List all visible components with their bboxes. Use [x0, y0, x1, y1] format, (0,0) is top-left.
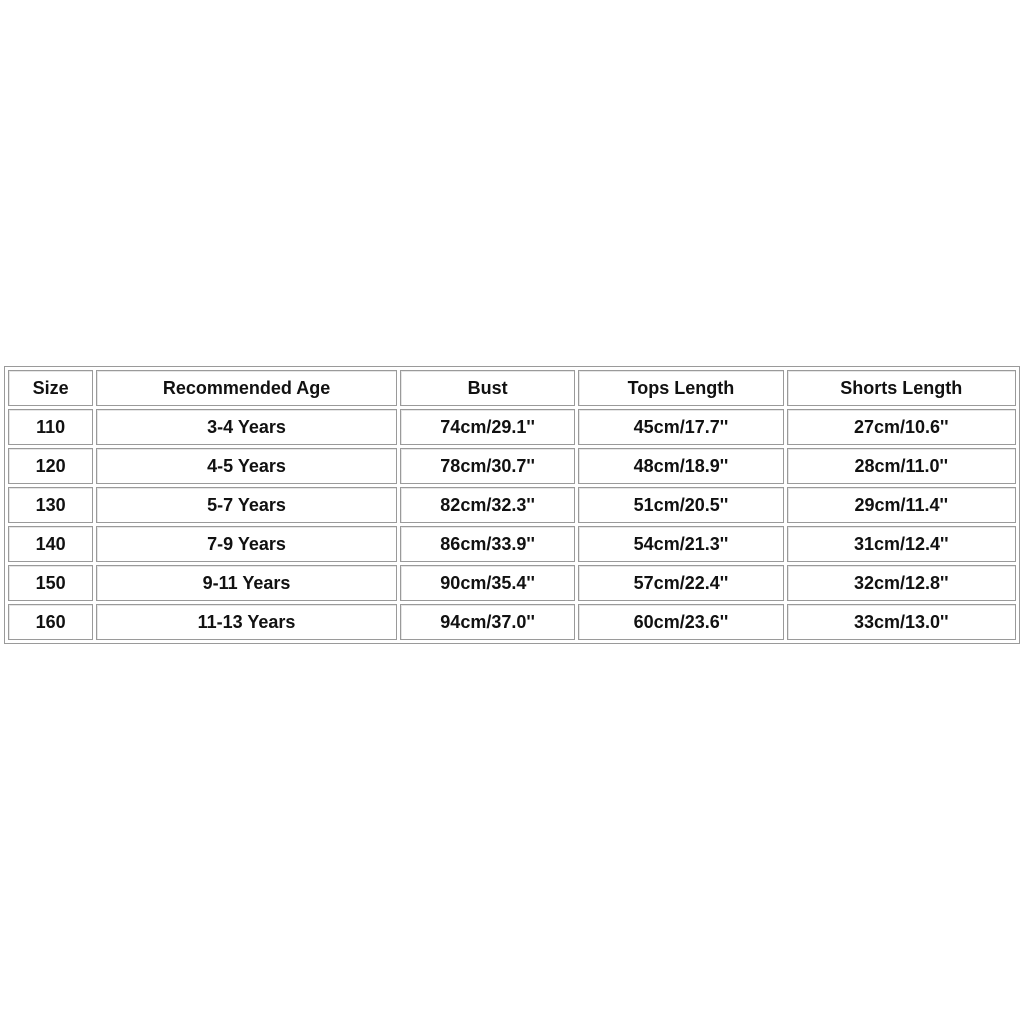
- cell-bust: 82cm/32.3'': [400, 487, 576, 523]
- cell-tops-length: 51cm/20.5'': [578, 487, 783, 523]
- cell-bust: 74cm/29.1'': [400, 409, 576, 445]
- cell-shorts-length: 28cm/11.0'': [787, 448, 1016, 484]
- header-tops-length: Tops Length: [578, 370, 783, 406]
- cell-recommended-age: 7-9 Years: [96, 526, 397, 562]
- cell-shorts-length: 33cm/13.0'': [787, 604, 1016, 640]
- cell-bust: 78cm/30.7'': [400, 448, 576, 484]
- cell-tops-length: 60cm/23.6'': [578, 604, 783, 640]
- header-bust: Bust: [400, 370, 576, 406]
- cell-bust: 90cm/35.4'': [400, 565, 576, 601]
- cell-tops-length: 45cm/17.7'': [578, 409, 783, 445]
- size-chart-table: [4, 366, 1020, 644]
- header-recommended-age: Recommended Age: [96, 370, 397, 406]
- header-size: Size: [8, 370, 93, 406]
- cell-recommended-age: 9-11 Years: [96, 565, 397, 601]
- cell-size: 110: [8, 409, 93, 445]
- cell-recommended-age: 3-4 Years: [96, 409, 397, 445]
- cell-tops-length: 57cm/22.4'': [578, 565, 783, 601]
- cell-shorts-length: 31cm/12.4'': [787, 526, 1016, 562]
- cell-bust: 86cm/33.9'': [400, 526, 576, 562]
- table-row: [8, 487, 1016, 523]
- header-shorts-length: Shorts Length: [787, 370, 1016, 406]
- cell-size: 130: [8, 487, 93, 523]
- table-row: [8, 565, 1016, 601]
- cell-tops-length: 48cm/18.9'': [578, 448, 783, 484]
- table-row: [8, 448, 1016, 484]
- cell-size: 140: [8, 526, 93, 562]
- cell-size: 160: [8, 604, 93, 640]
- table-header-row: [8, 370, 1016, 406]
- table-row: [8, 604, 1016, 640]
- cell-shorts-length: 32cm/12.8'': [787, 565, 1016, 601]
- table-row: [8, 526, 1016, 562]
- cell-shorts-length: 27cm/10.6'': [787, 409, 1016, 445]
- cell-recommended-age: 4-5 Years: [96, 448, 397, 484]
- cell-tops-length: 54cm/21.3'': [578, 526, 783, 562]
- cell-recommended-age: 11-13 Years: [96, 604, 397, 640]
- cell-bust: 94cm/37.0'': [400, 604, 576, 640]
- cell-size: 150: [8, 565, 93, 601]
- cell-recommended-age: 5-7 Years: [96, 487, 397, 523]
- table-row: [8, 409, 1016, 445]
- cell-shorts-length: 29cm/11.4'': [787, 487, 1016, 523]
- cell-size: 120: [8, 448, 93, 484]
